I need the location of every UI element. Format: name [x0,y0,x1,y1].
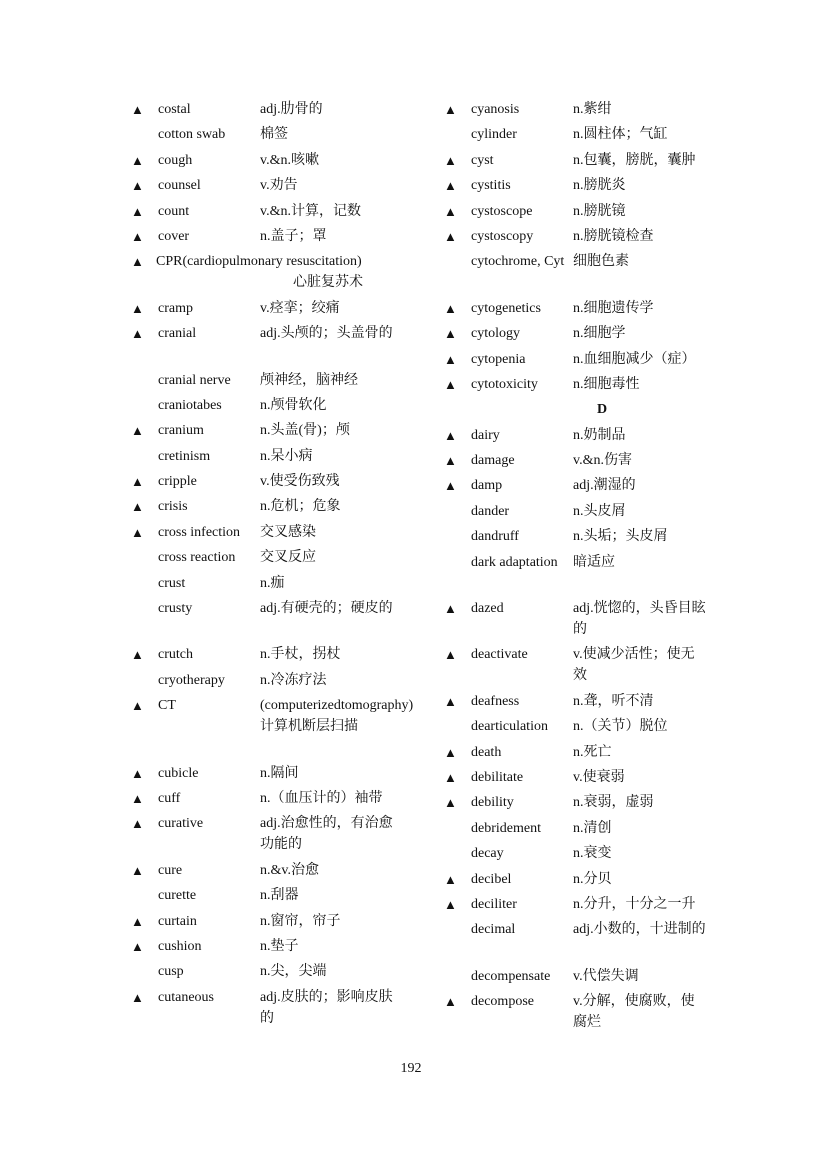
glossary-entry [131,420,401,441]
triangle-marker-icon: ▲ [131,765,144,781]
glossary-entry [444,716,714,737]
entry-definition: n.冷冻疗法 [260,672,327,688]
triangle-marker-icon: ▲ [131,203,144,219]
triangle-marker-icon: ▲ [131,474,144,490]
entry-definition: n.包囊，膀胱，囊肿 [573,152,696,168]
entry-definition: adj.头颅的；头盖骨的 [260,326,393,342]
entry-definition: 交叉感染 [260,524,316,540]
glossary-entry [131,370,401,391]
triangle-marker-icon: ▲ [131,423,144,439]
entry-term: decimal [471,922,516,938]
glossary-entry [131,124,401,145]
entry-definition: n.（血压计的）袖带 [260,790,383,806]
glossary-entry [131,150,401,171]
glossary-entry [444,966,714,987]
glossary-entry [444,150,714,171]
entry-term: cubicle [158,765,199,781]
entry-definition: 颅神经，脑神经 [260,372,358,388]
entry-definition: n.衰弱，虚弱 [573,795,654,811]
triangle-marker-icon: ▲ [131,862,144,878]
entry-term: crisis [158,499,188,515]
entry-term: dairy [471,427,500,443]
entry-term: cuff [158,790,181,806]
entry-definition: n.血细胞减少（症） [573,351,696,367]
entry-definition: n.盖子；罩 [260,228,327,244]
glossary-entry [444,869,714,890]
entry-term: cushion [158,938,202,954]
glossary-entry [131,522,401,543]
glossary-entry [444,475,714,496]
section-letter: D [596,402,608,418]
triangle-marker-icon: ▲ [444,178,457,194]
triangle-marker-icon: ▲ [131,178,144,194]
glossary-entry [444,742,714,763]
glossary-entry [444,201,714,222]
glossary-entry [444,298,714,319]
entry-definition: n.刮器 [260,888,299,904]
glossary-entry [131,598,401,640]
triangle-marker-icon: ▲ [131,913,144,929]
triangle-marker-icon: ▲ [131,524,144,540]
glossary-entry [131,936,401,957]
triangle-marker-icon: ▲ [444,769,457,785]
entry-definition: n.垫子 [260,938,299,954]
glossary-entry [444,767,714,788]
triangle-marker-icon: ▲ [444,896,457,912]
glossary-entry [131,201,401,222]
triangle-marker-icon: ▲ [131,790,144,806]
triangle-marker-icon: ▲ [444,693,457,709]
entry-term: deciliter [471,896,517,912]
entry-term: CPR(cardiopulmonary resuscitation) [156,254,362,270]
triangle-marker-icon: ▲ [444,351,457,367]
entry-definition: n.膀胱炎 [573,178,626,194]
triangle-marker-icon: ▲ [444,300,457,316]
triangle-marker-icon: ▲ [131,254,144,270]
glossary-entry [131,323,401,365]
triangle-marker-icon: ▲ [444,152,457,168]
entry-term: dark adaptation [471,554,558,570]
entry-term: curative [158,816,204,832]
glossary-entry [131,695,414,758]
glossary-entry [131,813,401,855]
triangle-marker-icon: ▲ [444,453,457,469]
entry-term: costal [158,102,191,117]
entry-term: dearticulation [471,719,548,735]
entry-term: crusty [158,601,193,617]
glossary-entry [444,251,714,293]
entry-definition: n.细胞遗传学 [573,300,654,316]
left-column [131,99,414,1033]
entry-term: cranial [158,326,197,342]
entry-definition: v.分解，使腐败，使腐烂 [573,994,695,1031]
entry-term: decay [471,846,504,862]
glossary-entry [131,471,401,492]
triangle-marker-icon: ▲ [131,938,144,954]
entry-definition: n.膀胱镜 [573,203,626,219]
entry-definition: n.细胞学 [573,326,626,342]
glossary-entry [131,226,401,247]
entry-definition: n.头垢；头皮屑 [573,529,668,545]
entry-term: cytochrome, Cyt [471,254,565,270]
entry-term: damp [471,478,503,494]
glossary-entry [444,175,714,196]
entry-definition: v.劝告 [260,178,298,194]
triangle-marker-icon: ▲ [444,478,457,494]
entry-definition: n.圆柱体；气缸 [573,127,668,143]
entry-term: cyanosis [471,102,520,117]
entry-definition: v.痉挛；绞痛 [260,300,340,316]
entry-definition: n.隔间 [260,765,299,781]
entry-term: craniotabes [158,397,222,413]
glossary-entry [444,691,714,712]
glossary-entry [131,251,401,293]
entry-term: cytogenetics [471,300,541,316]
glossary-entry [131,573,401,594]
entry-term: damage [471,453,515,469]
entry-term: cover [158,228,190,244]
entry-term: cranium [158,423,204,439]
entry-term: cylinder [471,127,517,143]
entry-term: deactivate [471,647,528,663]
entry-term: decompensate [471,968,551,984]
entry-term: debridement [471,820,541,836]
entry-definition: n.痂 [260,575,285,591]
entry-term: cystoscope [471,203,533,219]
entry-term: deafness [471,693,520,709]
entry-definition: n.聋，听不清 [573,693,654,709]
glossary-entry [131,763,401,784]
glossary-entry [131,496,401,517]
glossary-entry [131,175,401,196]
entry-definition: n.头盖(骨)；颅 [260,423,350,439]
triangle-marker-icon: ▲ [444,795,457,811]
entry-definition: n.尖，尖端 [260,964,327,980]
glossary-entry [131,987,401,1029]
entry-term: decompose [471,994,534,1010]
entry-definition: 细胞色素 [573,254,629,270]
triangle-marker-icon: ▲ [131,989,144,1005]
glossary-entry [444,450,714,471]
glossary-entry [444,991,714,1033]
triangle-marker-icon: ▲ [131,499,144,515]
glossary-entry [444,526,714,547]
entry-definition: 心脏复苏术 [293,275,363,291]
entry-definition: n.清创 [573,820,612,836]
entry-term: cross infection [158,524,241,540]
entry-definition: adj.潮湿的 [573,478,636,494]
entry-definition: n.危机；危象 [260,499,341,515]
entry-definition: v.代偿失调 [573,968,639,984]
entry-term: CT [158,698,176,714]
entry-definition: n.头皮屑 [573,503,626,519]
triangle-marker-icon: ▲ [131,228,144,244]
entry-definition: n.细胞毒性 [573,376,640,392]
glossary-entry [444,374,714,395]
entry-term: cytotoxicity [471,376,538,392]
entry-definition: n.分贝 [573,871,612,887]
entry-definition: v.使减少活性；使无效 [573,647,695,684]
entry-definition: v.&n.计算，记数 [260,203,361,219]
entry-term: crust [158,575,186,591]
triangle-marker-icon: ▲ [131,102,144,117]
entry-definition: n.死亡 [573,744,612,760]
glossary-entry [444,818,714,839]
entry-definition: n.分升，十分之一升 [573,896,696,912]
triangle-marker-icon: ▲ [444,326,457,342]
triangle-marker-icon: ▲ [444,647,457,663]
triangle-marker-icon: ▲ [444,376,457,392]
entry-definition: n.窗帘，帘子 [260,913,341,929]
glossary-entry [444,792,714,813]
entry-definition: 交叉反应 [260,550,316,566]
glossary-entry [444,124,714,145]
glossary-entry [131,911,401,932]
entry-term: cystitis [471,178,511,194]
entry-term: debility [471,795,514,811]
entry-definition: n.衰变 [573,846,612,862]
glossary-entry [444,323,714,344]
triangle-marker-icon: ▲ [444,203,457,219]
entry-term: cryotherapy [158,672,225,688]
entry-term: dander [471,503,510,519]
glossary-entry [131,670,401,691]
triangle-marker-icon: ▲ [131,698,144,714]
entry-definition: n.&v.治愈 [260,862,319,878]
entry-definition: v.&n.咳嗽 [260,152,319,168]
triangle-marker-icon: ▲ [131,152,144,168]
entry-term: cotton swab [158,127,226,143]
glossary-entry [444,226,714,247]
entry-definition: adj.治愈性的，有治愈功能的 [260,816,393,853]
triangle-marker-icon: ▲ [131,647,144,663]
glossary-entry [131,99,401,120]
glossary-entry [131,644,401,665]
entry-term: cyst [471,152,494,168]
entry-term: dandruff [471,529,519,545]
glossary-entry [444,843,714,864]
entry-term: cutaneous [158,989,214,1005]
entry-term: crutch [158,647,193,663]
entry-definition: 暗适应 [573,554,615,570]
glossary-entry [444,501,714,522]
entry-term: cytology [471,326,520,342]
triangle-marker-icon: ▲ [444,601,457,617]
triangle-marker-icon: ▲ [444,102,457,117]
entry-definition: adj.有硬壳的；硬皮的 [260,601,393,617]
entry-term: cramp [158,300,193,316]
entry-definition: n.呆小病 [260,448,313,464]
glossary-entry [444,349,714,370]
entry-definition: v.使受伤致残 [260,474,340,490]
entry-term: cough [158,152,193,168]
glossary-entry [131,395,401,416]
entry-definition: 棉签 [260,127,288,143]
glossary-entry [444,552,714,594]
entry-definition: n.膀胱镜检查 [573,228,654,244]
entry-definition: v.&n.伤害 [573,453,632,469]
triangle-marker-icon: ▲ [131,816,144,832]
right-column [444,99,714,1038]
glossary-entry [131,860,401,881]
entry-definition: adj.皮肤的；影响皮肤的 [260,989,393,1026]
entry-term: cretinism [158,448,211,464]
entry-definition: n.颅骨软化 [260,397,327,413]
entry-definition: n.手杖，拐杖 [260,647,341,663]
triangle-marker-icon: ▲ [131,326,144,342]
glossary-entry [131,788,401,809]
entry-definition: v.使衰弱 [573,769,625,785]
entry-term: cytopenia [471,351,526,367]
glossary-entry [444,919,714,961]
entry-definition: n.紫绀 [573,102,612,117]
glossary-entry [444,598,714,640]
triangle-marker-icon: ▲ [444,994,457,1010]
triangle-marker-icon: ▲ [444,228,457,244]
entry-term: cure [158,862,183,878]
glossary-entry [131,961,401,982]
page-number: 192 [400,1061,422,1076]
entry-term: debilitate [471,769,524,785]
entry-term: cripple [158,474,197,490]
entry-term: death [471,744,502,760]
triangle-marker-icon: ▲ [444,744,457,760]
entry-term: cross reaction [158,550,236,566]
triangle-marker-icon: ▲ [131,300,144,316]
entry-definition: n.奶制品 [573,427,626,443]
triangle-marker-icon: ▲ [444,427,457,443]
entry-definition: adj.恍惚的，头昏目眩的 [573,601,706,638]
entry-term: curette [158,888,197,904]
entry-term: count [158,203,190,219]
glossary-entry [131,885,401,906]
entry-definition: n.（关节）脱位 [573,719,668,735]
entry-term: counsel [158,178,201,194]
glossary-entry [131,547,401,568]
glossary-entry [444,894,714,915]
glossary-entry [444,644,714,686]
entry-term: dazed [471,601,504,617]
entry-term: curtain [158,913,197,929]
entry-term: cystoscopy [471,228,534,244]
glossary-entry [444,425,714,446]
entry-definition: adj.小数的，十进制的 [573,922,706,938]
entry-term: cusp [158,964,184,980]
triangle-marker-icon: ▲ [444,871,457,887]
entry-term: cranial nerve [158,372,231,388]
entry-definition: adj.肋骨的 [260,102,323,117]
entry-term: decibel [471,871,512,887]
entry-definition: (computerizedtomography)计算机断层扫描 [260,698,414,735]
glossary-entry [131,298,401,319]
glossary-entry [444,99,714,120]
glossary-entry [131,446,401,467]
